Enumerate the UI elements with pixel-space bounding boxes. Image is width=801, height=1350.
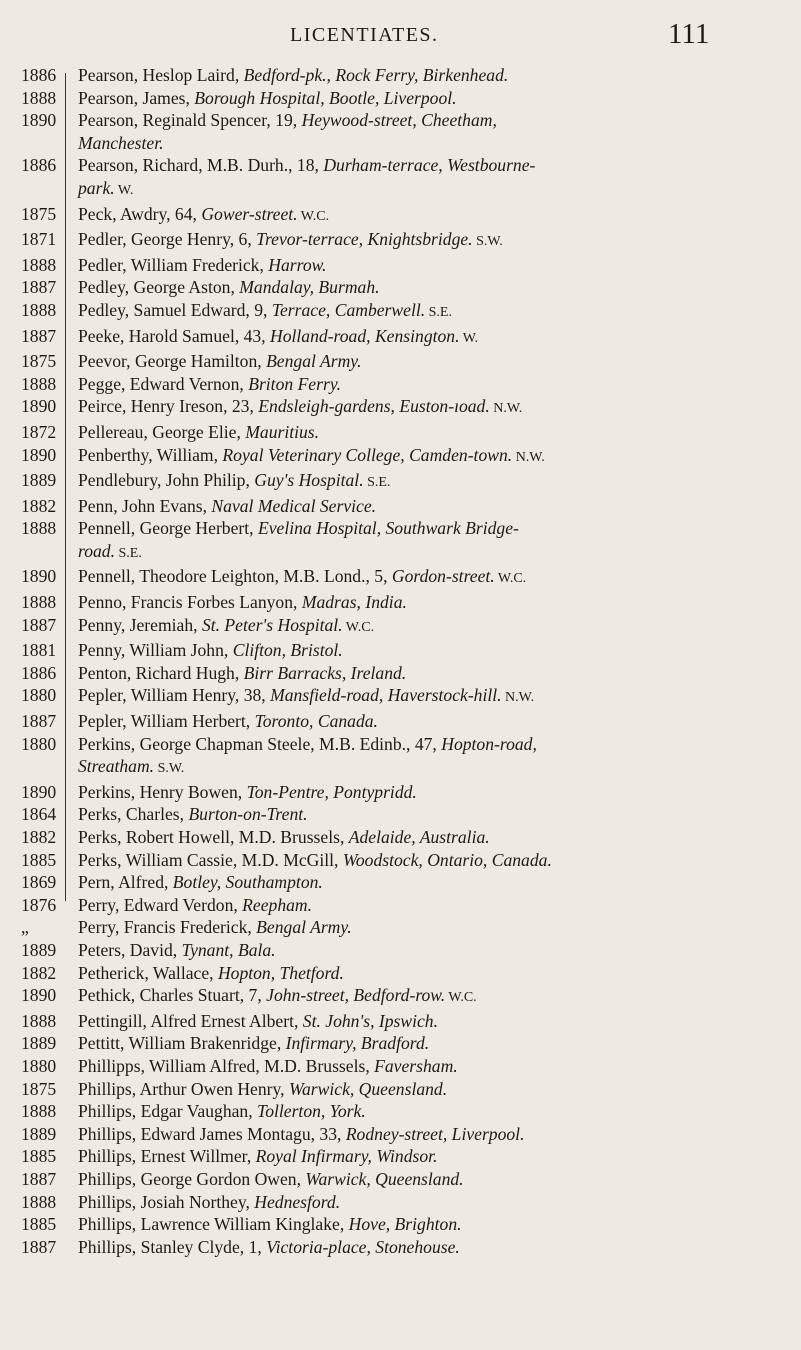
entry-text bbox=[78, 1032, 768, 1055]
entry-text bbox=[78, 350, 768, 373]
entry-year: 1876 bbox=[21, 894, 57, 915]
entry-name: Peevor, George Hamilton, bbox=[78, 351, 267, 372]
entry-text bbox=[78, 916, 768, 939]
entry-text bbox=[78, 299, 768, 325]
entry-year: 1888 bbox=[21, 1010, 57, 1031]
entry-year: 1886 bbox=[21, 65, 57, 85]
entry-district: W.C. bbox=[297, 208, 330, 224]
entry-year: 1880 bbox=[21, 733, 57, 754]
entry-address: Birr Barracks, Ireland. bbox=[243, 662, 407, 683]
entry-name: Perks, William Cassie, M.D. McGill, bbox=[78, 849, 343, 870]
entry-year: 1888 bbox=[21, 299, 57, 320]
register-entry bbox=[0, 350, 801, 373]
entry-name: Pedley, George Aston, bbox=[78, 277, 240, 298]
entry-year: 1889 bbox=[21, 1123, 57, 1144]
entry-district: S.W. bbox=[154, 761, 185, 777]
entry-district: W.C. bbox=[494, 571, 527, 587]
entry-address: Victoria-place, Stonehouse. bbox=[266, 1236, 460, 1257]
entry-address-continued: road. bbox=[78, 540, 115, 561]
entry-address: Warwick, Queensland. bbox=[288, 1078, 448, 1099]
entry-address: Naval Medical Service. bbox=[211, 495, 377, 516]
register-entry bbox=[0, 254, 801, 277]
entry-text bbox=[78, 495, 768, 518]
entry-name: Pettitt, William Brakenridge, bbox=[78, 1033, 286, 1054]
register-entry bbox=[0, 591, 801, 614]
entry-text bbox=[78, 109, 768, 132]
entry-name: Pedler, William Frederick, bbox=[78, 254, 269, 275]
entry-address: Royal Infirmary, Windsor. bbox=[255, 1146, 438, 1167]
entry-year: 1882 bbox=[21, 827, 57, 847]
entry-name: Pearson, Richard, M.B. Durh., 18, bbox=[78, 155, 324, 176]
register-entry bbox=[0, 1078, 801, 1101]
entry-address: Botley, Southampton. bbox=[172, 872, 323, 893]
register-entry bbox=[0, 299, 801, 325]
register-entry bbox=[0, 710, 801, 733]
register-entry bbox=[0, 325, 801, 351]
entry-year: 1885 bbox=[21, 1146, 57, 1167]
entry-year: 1888 bbox=[21, 1101, 57, 1122]
entry-address: Faversham. bbox=[374, 1055, 458, 1076]
entry-name: Peeke, Harold Samuel, 43, bbox=[78, 325, 271, 346]
entry-district: W.C. bbox=[445, 990, 477, 1006]
entry-year: 1887 bbox=[21, 614, 57, 635]
entry-text bbox=[78, 871, 768, 894]
entry-year: 1887 bbox=[21, 325, 57, 346]
register-entry bbox=[0, 849, 801, 872]
entry-text bbox=[78, 849, 768, 872]
entry-address: Evelina Hospital, Southwark Bridge- bbox=[257, 518, 519, 539]
entry-address: Heywood-street, Cheetham, bbox=[301, 110, 497, 131]
entry-name: Perks, Charles, bbox=[78, 804, 189, 825]
entry-address: Infirmary, Bradford. bbox=[285, 1033, 430, 1054]
entry-district: S.W. bbox=[472, 234, 503, 250]
register-entry bbox=[0, 109, 801, 154]
entry-text bbox=[78, 614, 768, 640]
entry-address: Bengal Army. bbox=[256, 917, 352, 938]
register-entry bbox=[0, 871, 801, 894]
entry-year: 1880 bbox=[21, 685, 57, 706]
entry-name: Phillips, Edward James Montagu, 33, bbox=[78, 1123, 346, 1144]
entry-text bbox=[78, 962, 768, 985]
entry-text bbox=[78, 1191, 768, 1214]
entry-year: 1887 bbox=[21, 1168, 57, 1189]
entry-address: Gower-street. bbox=[201, 203, 298, 224]
entry-text bbox=[78, 254, 768, 277]
entry-year: 1882 bbox=[21, 495, 57, 516]
entry-name: Pendlebury, John Philip, bbox=[78, 470, 255, 491]
register-entry bbox=[0, 444, 801, 470]
entry-text bbox=[78, 1100, 768, 1123]
entry-address: Trevor-terrace, Knightsbridge. bbox=[256, 229, 473, 250]
entry-address: Terrace, Camberwell. bbox=[271, 299, 426, 320]
entry-text bbox=[78, 662, 768, 685]
entry-district: W.C. bbox=[342, 619, 375, 635]
register-entry bbox=[0, 614, 801, 640]
entry-address: St. Peter's Hospital. bbox=[201, 614, 343, 635]
entry-year: 1890 bbox=[21, 444, 57, 465]
entry-address: Adelaide, Australia. bbox=[348, 827, 490, 847]
entry-address: Mansfield-road, Haverstock-hill. bbox=[270, 685, 502, 706]
entry-district: W. bbox=[459, 330, 479, 346]
entry-address: Ton-Pentre, Pontypridd. bbox=[246, 781, 417, 802]
entry-district: W. bbox=[114, 182, 134, 198]
entry-text bbox=[78, 228, 768, 254]
register-entry bbox=[0, 781, 801, 804]
entry-name: Pearson, Heslop Laird, bbox=[78, 65, 244, 85]
register-entries bbox=[0, 64, 801, 1258]
entry-text bbox=[78, 803, 768, 826]
entry-name: Penny, William John, bbox=[78, 640, 233, 661]
entry-name: Perkins, George Chapman Steele, M.B. Edinb., 47, bbox=[78, 733, 442, 754]
entry-address: Mandalay, Burmah. bbox=[239, 277, 380, 298]
entry-year: 1887 bbox=[21, 711, 57, 732]
entry-text bbox=[78, 469, 768, 495]
entry-year: 1888 bbox=[21, 373, 57, 394]
register-entry bbox=[0, 962, 801, 985]
register-entry bbox=[0, 1032, 801, 1055]
entry-address: Harrow. bbox=[268, 254, 327, 275]
entry-address: Bengal Army. bbox=[266, 351, 362, 372]
register-entry bbox=[0, 826, 801, 849]
entry-year: 1888 bbox=[21, 1191, 57, 1212]
entry-year: 1888 bbox=[21, 518, 57, 539]
entry-year: 1875 bbox=[21, 203, 57, 224]
entry-name: Phillips, Arthur Owen Henry, bbox=[78, 1078, 289, 1099]
entry-name: Pettingill, Alfred Ernest Albert, bbox=[78, 1010, 303, 1031]
entry-name: Penton, Richard Hugh, bbox=[78, 662, 244, 683]
register-entry bbox=[0, 87, 801, 110]
entry-year: 1885 bbox=[21, 1214, 57, 1235]
entry-year: 1888 bbox=[21, 254, 57, 275]
entry-name: Peirce, Henry Ireson, 23, bbox=[78, 396, 259, 417]
entry-year: 1864 bbox=[21, 804, 57, 825]
entry-name: Perry, Francis Frederick, bbox=[78, 917, 257, 938]
entry-text bbox=[78, 710, 768, 733]
entry-continuation bbox=[78, 540, 801, 566]
entry-text bbox=[78, 733, 768, 756]
entry-name: Peters, David, bbox=[78, 939, 182, 960]
entry-text bbox=[78, 1078, 768, 1101]
entry-text bbox=[78, 395, 768, 421]
entry-district: S.E. bbox=[114, 545, 142, 561]
entry-address: Hednesford. bbox=[254, 1191, 341, 1212]
register-entry bbox=[0, 469, 801, 495]
entry-address: Hopton, Thetford. bbox=[217, 962, 344, 983]
entry-text bbox=[78, 203, 768, 229]
register-entry bbox=[0, 495, 801, 518]
register-entry bbox=[0, 939, 801, 962]
entry-year: 1890 bbox=[21, 985, 57, 1006]
entry-text bbox=[78, 826, 768, 849]
entry-name: Phillips, Edgar Vaughan, bbox=[78, 1101, 258, 1122]
entry-text bbox=[78, 1055, 768, 1078]
entry-text bbox=[78, 984, 768, 1010]
register-entry bbox=[0, 64, 801, 87]
entry-name: Pennell, George Herbert, bbox=[78, 518, 258, 539]
entry-address-continued: park. bbox=[78, 177, 115, 198]
entry-district: S.E. bbox=[425, 304, 452, 320]
entry-text bbox=[78, 87, 768, 110]
entry-year: 1889 bbox=[21, 1033, 57, 1054]
entry-name: Phillips, George Gordon Owen, bbox=[78, 1168, 306, 1189]
entry-text bbox=[78, 894, 768, 917]
entry-name: Petherick, Wallace, bbox=[78, 962, 218, 983]
register-entry bbox=[0, 203, 801, 229]
register-entry bbox=[0, 1010, 801, 1033]
entry-address: Hopton-road, bbox=[441, 733, 537, 754]
entry-year: 1882 bbox=[21, 962, 57, 983]
entry-year: 1887 bbox=[21, 277, 57, 298]
entry-name: Pennell, Theodore Leighton, M.B. Lond., 5, bbox=[78, 566, 392, 587]
entry-address: Royal Veterinary College, Camden-town. bbox=[222, 444, 513, 465]
entry-address-continued: Streatham. bbox=[78, 756, 155, 777]
entry-text bbox=[78, 1123, 768, 1146]
register-entry bbox=[0, 1213, 801, 1236]
entry-year: 1890 bbox=[21, 781, 57, 802]
entry-district: N.W. bbox=[512, 449, 545, 465]
entry-address: St. John's, Ipswich. bbox=[302, 1010, 438, 1031]
entry-name: Pethick, Charles Stuart, 7, bbox=[78, 985, 267, 1006]
register-entry bbox=[0, 1191, 801, 1214]
entry-name: Penno, Francis Forbes Lanyon, bbox=[78, 592, 302, 613]
entry-name: Phillips, Josiah Northey, bbox=[78, 1191, 255, 1212]
entry-district: N.W. bbox=[489, 401, 523, 417]
entry-text bbox=[78, 1213, 768, 1236]
entry-text bbox=[78, 565, 768, 591]
entry-year: 1885 bbox=[21, 849, 57, 870]
entry-name: Phillipps, William Alfred, M.D. Brussels, bbox=[78, 1055, 375, 1076]
entry-text bbox=[78, 1145, 768, 1168]
register-entry bbox=[0, 1168, 801, 1191]
entry-text bbox=[78, 939, 768, 962]
entry-name: Pepler, William Herbert, bbox=[78, 711, 255, 732]
entry-address: Endsleigh-gardens, Euston-ıoad. bbox=[258, 396, 490, 417]
entry-name: Pepler, William Henry, 38, bbox=[78, 685, 271, 706]
entry-address: Guy's Hospital. bbox=[254, 470, 364, 491]
entry-address: Madras, India. bbox=[301, 592, 407, 613]
register-entry bbox=[0, 276, 801, 299]
register-entry bbox=[0, 1100, 801, 1123]
entry-address: Borough Hospital, Bootle, Liverpool. bbox=[194, 87, 457, 108]
entry-text bbox=[78, 444, 768, 470]
entry-text bbox=[78, 517, 768, 540]
entry-text bbox=[78, 639, 768, 662]
running-title: LICENTIATES. bbox=[290, 24, 439, 46]
entry-text bbox=[78, 684, 768, 710]
register-entry bbox=[0, 421, 801, 444]
entry-address: Mauritius. bbox=[245, 421, 320, 442]
entry-name: Penberthy, William, bbox=[78, 444, 223, 465]
entry-year: 1888 bbox=[21, 87, 57, 108]
entry-year: 1889 bbox=[21, 939, 57, 960]
entry-address: John-street, Bedford-row. bbox=[266, 985, 446, 1006]
entry-address: Durham-terrace, Westbourne- bbox=[323, 155, 536, 176]
entry-name: Perks, Robert Howell, M.D. Brussels, bbox=[78, 827, 349, 847]
entry-name: Penn, John Evans, bbox=[78, 495, 212, 516]
register-entry bbox=[0, 1123, 801, 1146]
page-number: 111 bbox=[668, 18, 710, 50]
entry-year: 1875 bbox=[21, 351, 57, 372]
entry-year: 1880 bbox=[21, 1055, 57, 1076]
entry-name: Pegge, Edward Vernon, bbox=[78, 373, 249, 394]
entry-year: 1890 bbox=[21, 396, 57, 417]
entry-year: 1881 bbox=[21, 640, 57, 661]
register-entry bbox=[0, 565, 801, 591]
entry-name: Perry, Edward Verdon, bbox=[78, 894, 243, 915]
entry-address-continued: Manchester. bbox=[78, 132, 164, 153]
entry-name: Pern, Alfred, bbox=[78, 872, 173, 893]
register-entry bbox=[0, 1236, 801, 1259]
entry-address: Gordon-street. bbox=[391, 566, 495, 587]
register-entry bbox=[0, 395, 801, 421]
page-header bbox=[0, 18, 801, 50]
entry-name: Pellereau, George Elie, bbox=[78, 421, 246, 442]
entry-address: Tollerton, York. bbox=[257, 1101, 366, 1122]
register-entry bbox=[0, 803, 801, 826]
entry-text bbox=[78, 154, 768, 177]
entry-year: 1888 bbox=[21, 592, 57, 613]
entry-text bbox=[78, 591, 768, 614]
entry-address: Reepham. bbox=[242, 894, 313, 915]
entry-address: Clifton, Bristol. bbox=[232, 640, 343, 661]
entry-text bbox=[78, 1168, 768, 1191]
entry-text bbox=[78, 1236, 768, 1259]
entry-continuation bbox=[78, 177, 801, 203]
register-entry bbox=[0, 228, 801, 254]
entry-continuation bbox=[78, 755, 801, 781]
register-entry bbox=[0, 684, 801, 710]
register-entry bbox=[0, 373, 801, 396]
entry-year: 1889 bbox=[21, 470, 57, 491]
register-entry bbox=[0, 154, 801, 202]
entry-text bbox=[78, 1010, 768, 1033]
entry-year: 1872 bbox=[21, 421, 57, 442]
entry-year: 1875 bbox=[21, 1078, 57, 1099]
entry-district: N.W. bbox=[501, 690, 535, 706]
entry-text bbox=[78, 64, 768, 87]
entry-text bbox=[78, 781, 768, 804]
entry-name: Pearson, Reginald Spencer, 19, bbox=[78, 110, 302, 131]
entry-address: Briton Ferry. bbox=[248, 373, 342, 394]
register-entry bbox=[0, 1145, 801, 1168]
entry-name: Phillips, Stanley Clyde, 1, bbox=[78, 1236, 267, 1257]
entry-name: Peck, Awdry, 64, bbox=[78, 203, 202, 224]
entry-address: Rodney-street, Liverpool. bbox=[345, 1123, 525, 1144]
entry-year: 1890 bbox=[21, 110, 57, 131]
entry-address: Holland-road, Kensington. bbox=[270, 325, 460, 346]
entry-year: 1886 bbox=[21, 662, 57, 683]
register-entry bbox=[0, 916, 801, 939]
entry-year: 1890 bbox=[21, 566, 57, 587]
entry-name: Pearson, James, bbox=[78, 87, 195, 108]
entry-year: 1886 bbox=[21, 155, 57, 176]
entry-text bbox=[78, 373, 768, 396]
entry-text bbox=[78, 276, 768, 299]
register-entry bbox=[0, 984, 801, 1010]
entry-address: Warwick, Queensland. bbox=[305, 1168, 464, 1189]
entry-year: 1887 bbox=[21, 1236, 57, 1257]
entry-name: Phillips, Ernest Willmer, bbox=[78, 1146, 256, 1167]
register-entry bbox=[0, 517, 801, 565]
register-entry bbox=[0, 894, 801, 917]
entry-address: Hove, Brighton. bbox=[348, 1214, 462, 1235]
register-entry bbox=[0, 733, 801, 781]
entry-name: Pedler, George Henry, 6, bbox=[78, 229, 257, 250]
entry-year: 1871 bbox=[21, 229, 57, 250]
entry-name: Pedley, Samuel Edward, 9, bbox=[78, 299, 272, 320]
entry-name: Perkins, Henry Bowen, bbox=[78, 781, 247, 802]
entry-address: Burton-on-Trent. bbox=[188, 804, 308, 825]
register-entry bbox=[0, 662, 801, 685]
register-entry bbox=[0, 1055, 801, 1078]
entry-continuation bbox=[78, 132, 801, 155]
register-entry bbox=[0, 639, 801, 662]
entry-name: Penny, Jeremiah, bbox=[78, 614, 202, 635]
entry-text bbox=[78, 325, 768, 351]
entry-address: Bedford-pk., Rock Ferry, Birkenhead. bbox=[243, 65, 509, 85]
entry-address: Tynant, Bala. bbox=[181, 939, 276, 960]
entry-year: 1869 bbox=[21, 872, 57, 893]
entry-year: „ bbox=[21, 917, 29, 938]
entry-text bbox=[78, 421, 768, 444]
entry-district: S.E. bbox=[363, 475, 391, 491]
entry-address: Woodstock, Ontario, Canada. bbox=[342, 849, 552, 870]
entry-name: Phillips, Lawrence William Kinglake, bbox=[78, 1214, 349, 1235]
entry-address: Toronto, Canada. bbox=[254, 711, 378, 732]
